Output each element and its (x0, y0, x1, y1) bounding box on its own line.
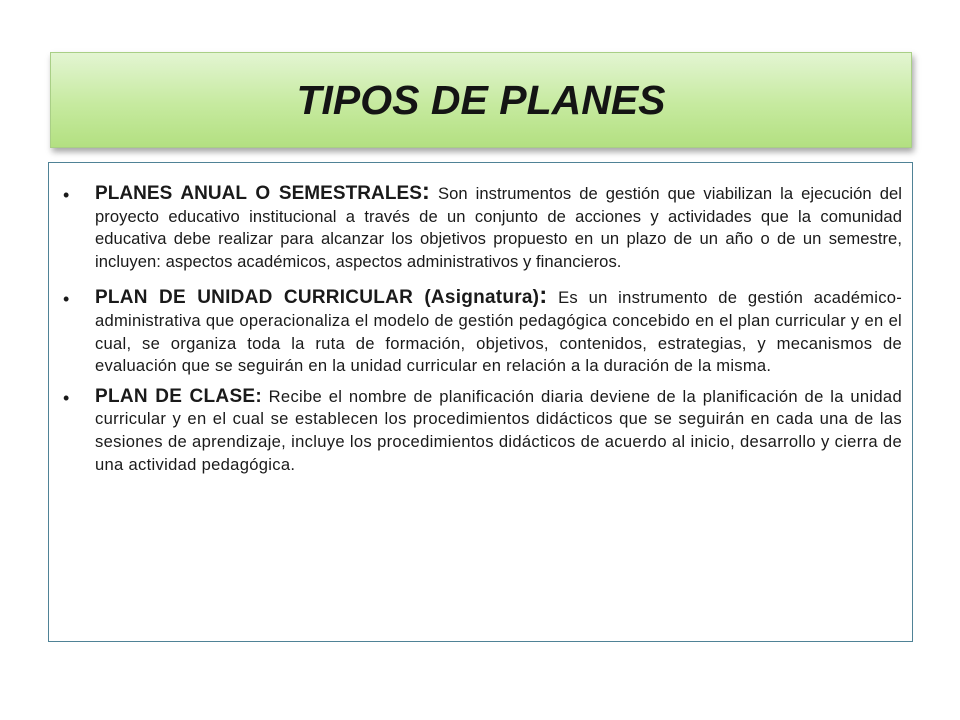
bullet-icon: • (63, 387, 70, 408)
list-item-class-plan (63, 386, 902, 476)
title-banner (50, 52, 912, 148)
plan-types-list (63, 178, 902, 476)
item-description: Recibe el nombre de planificación diaria deviene de la planificación de la unidad curricular y en el cual se establecen los procedimientos didácticos que se seguirán en cada una de las sesiones de aprendizaje, incluye los procedimientos didácticos de acuerdo al inicio, desarrollo y cierra de una actividad pedagógica. (95, 386, 902, 474)
list-item-annual-plans (63, 178, 902, 273)
list-item-curricular-unit-plan (63, 282, 902, 377)
item-separator: : (421, 178, 430, 205)
item-separator: : (539, 282, 548, 310)
bullet-icon: • (63, 185, 70, 205)
item-term: PLAN DE UNIDAD CURRICULAR (Asignatura) (95, 287, 540, 309)
item-description: Es un instrumento de gestión académico-administrativa que operacionaliza el modelo de gestión pedagógica concebido en el plan curricular y en el cual, se organiza toda la ruta de formación, objetivos, contenidos, estrategias, y mecanismos de evaluación que se seguirán en la unidad curricular en relación a la duración de la misma. (95, 288, 902, 376)
bullet-icon: • (63, 289, 70, 310)
content-panel (48, 162, 913, 642)
item-description: Son instrumentos de gestión que viabilizan la ejecución del proyecto educativo institucional a través de un conjunto de acciones y actividades que la comunidad educativa debe realizar para alcanzar los objetivos propuesto en un plazo de un año o de un semestre, incluyen: aspectos académicos, aspectos administrativos y financieros. (95, 184, 902, 271)
slide-title: TIPOS DE PLANES (296, 76, 666, 123)
item-term: PLAN DE CLASE: (95, 385, 263, 407)
item-term: PLANES ANUAL O SEMESTRALES (95, 183, 422, 204)
